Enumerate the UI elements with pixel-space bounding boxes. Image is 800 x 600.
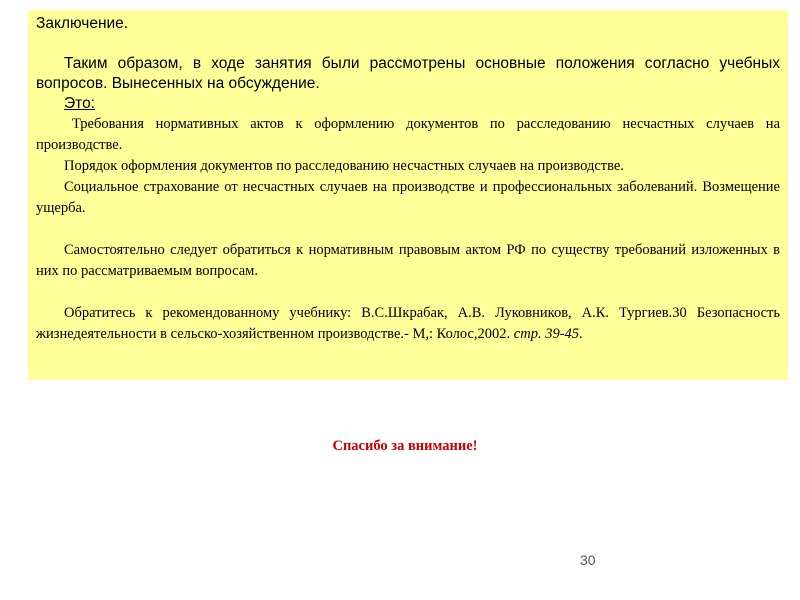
summary-paragraph: Таким образом, в ходе занятия были рассмотрены основные положения согласно учебных вопросов. Вынесенных на обсуждение. [36, 55, 780, 92]
list-item-insurance: Социальное страхование от несчастных случаев на производстве и профессиональных заболеваний. Возмещение ущерба. [36, 179, 780, 216]
list-item-procedure: Порядок оформления документов по расследованию несчастных случаев на производстве. [64, 158, 624, 174]
spacer [36, 34, 780, 54]
conclusion-text-box [28, 10, 788, 380]
conclusion-heading: Заключение. [36, 15, 129, 32]
spacer [36, 282, 780, 303]
textbook-end: . [579, 326, 583, 342]
textbook-citation: Обратитесь к рекомендованному учебнику: В.С.Шкрабак, А.В. Луковников, А.К. Тургиев.30 Безопасность жизнедеятельности в сельско-хозяйственном производстве.- М,: Колос,2002. [36, 305, 780, 342]
list-item-requirements: Требования нормативных актов к оформлению документов по расследованию несчастных случаев на производстве. [36, 116, 780, 153]
spacer [36, 219, 780, 240]
self-study-paragraph: Самостоятельно следует обратиться к нормативным правовым актом РФ по существу требований изложенных в них по рассматриваемым вопросам. [36, 242, 780, 279]
textbook-pages: стр. 39-45 [513, 326, 580, 342]
thanks-message: Спасибо за внимание! [332, 438, 478, 454]
page-number: 30 [580, 552, 596, 568]
textbook-reference [36, 303, 780, 345]
list-intro-label: Это: [64, 95, 95, 112]
